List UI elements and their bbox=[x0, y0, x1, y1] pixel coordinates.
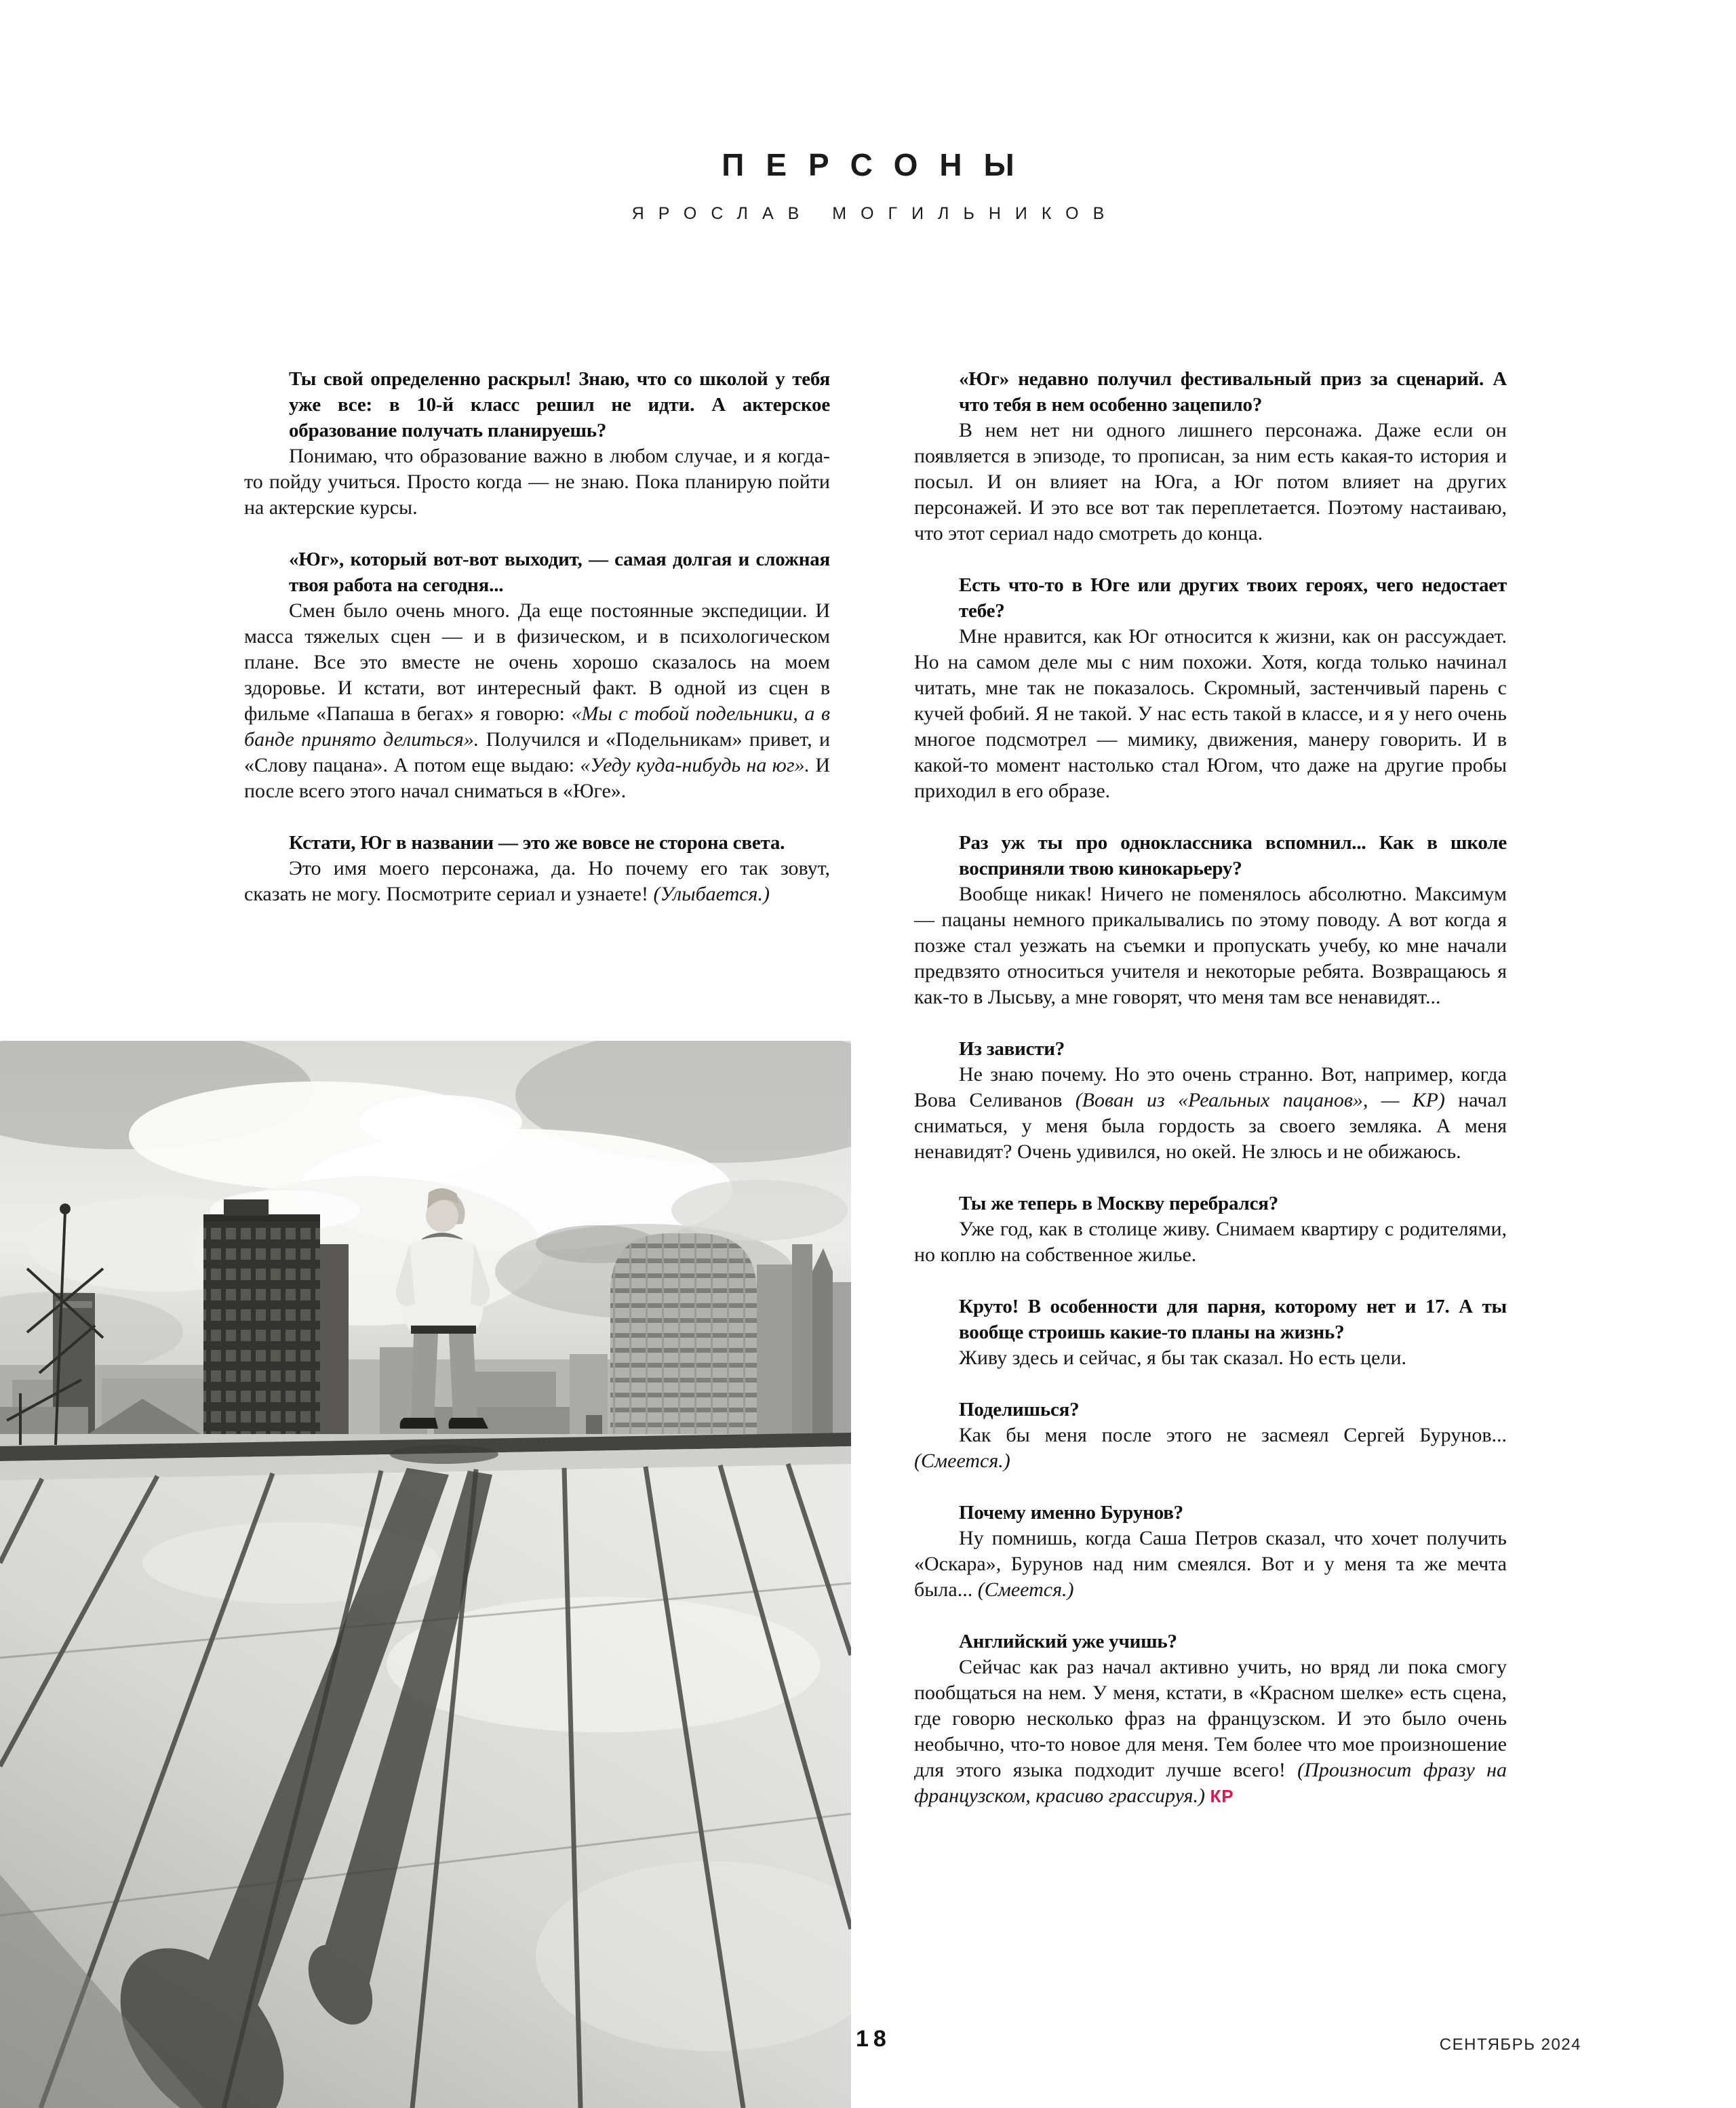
answer-paragraph bbox=[914, 418, 1507, 546]
question-text-run: Есть что-то в Юге или других твоих героях, чего недостает тебе? bbox=[959, 574, 1507, 622]
question-paragraph bbox=[914, 1629, 1507, 1654]
answer-text-run: (Вован из «Реальных пацанов», — КР) bbox=[1075, 1089, 1445, 1111]
question-paragraph bbox=[244, 830, 830, 856]
answer-text-run: Как бы меня после этого не засмеял Сергей Бурунов... bbox=[959, 1424, 1507, 1446]
question-paragraph bbox=[914, 1294, 1507, 1345]
answer-text-run: (Улыбается.) bbox=[653, 883, 770, 905]
answer-text-run: Уже год, как в столице живу. Снимаем квартиру с родителями, но коплю на собственное жилье. bbox=[914, 1218, 1507, 1266]
interview-left-column bbox=[244, 366, 830, 907]
contact-shadow bbox=[390, 1445, 498, 1464]
issue-date: СЕНТЯБРЬ 2024 bbox=[1439, 2035, 1581, 2054]
question-paragraph bbox=[244, 366, 830, 443]
question-text-run: Круто! В особенности для парня, которому нет и 17. А ты вообще строишь какие-то планы на жизнь? bbox=[959, 1296, 1507, 1343]
question-text-run: Ты свой определенно раскрыл! Знаю, что со школой у тебя уже все: в 10-й класс решил не идти. А актерское образование получать планируешь? bbox=[289, 368, 830, 441]
question-text-run: Кстати, Юг в названии — это же вовсе не сторона света. bbox=[289, 832, 785, 854]
answer-text-run: Получился и «Подельникам» привет, и «Слову пацана». А потом еще выдаю: bbox=[244, 728, 830, 776]
question-paragraph bbox=[914, 1191, 1507, 1216]
answer-text-run: «Мы с тобой подельники, а в банде принято делиться». bbox=[244, 702, 830, 751]
answer-text-run: Живу здесь и сейчас, я бы так сказал. Но есть цели. bbox=[959, 1347, 1406, 1369]
answer-paragraph bbox=[914, 1345, 1507, 1371]
question-text-run: Раз уж ты про одноклассника вспомнил... Как в школе восприняли твою кинокарьеру? bbox=[959, 832, 1507, 879]
question-text-run: Почему именно Бурунов? bbox=[959, 1502, 1183, 1524]
page-number: 18 bbox=[856, 2026, 891, 2052]
answer-text-run: Смен было очень много. Да еще постоянные экспедиции. И масса тяжелых сцен — и в физическом, и в психологическом плане. Все это вместе не очень хорошо сказалось на моем здоровье. И кстати, вот интересный факт. В одной из сцен в фильме «Папаша в бегах» я говорю: bbox=[244, 599, 830, 725]
answer-paragraph bbox=[914, 1654, 1507, 1809]
answer-text-run: Сейчас как раз начал активно учить, но вряд ли пока смогу пообщаться на нем. У меня, кстати, в «Красном шелке» есть сцена, где говорю несколько фраз на французском. И это было очень необычно, что-то новое для меня. Тем более что мое произношение для этого языка подходит лучше всего! bbox=[914, 1656, 1507, 1781]
question-text-run: Поделишься? bbox=[959, 1399, 1080, 1420]
answer-text-run: Понимаю, что образование важно в любом случае, и я когда-то пойду учиться. Просто когда — не знаю. Пока планирую пойти на актерские курсы. bbox=[244, 445, 830, 519]
answer-text-run: И после всего этого начал сниматься в «Юге». bbox=[244, 754, 830, 802]
interview-right-column bbox=[914, 366, 1507, 1809]
question-text-run: «Юг» недавно получил фестивальный приз за сценарий. А что тебя в нем особенно зацепило? bbox=[959, 368, 1507, 416]
answer-paragraph bbox=[914, 1526, 1507, 1603]
answer-text-run: В нем нет ни одного лишнего персонажа. Даже если он появляется в эпизоде, то прописан, за ним есть какая-то история и посыл. И он влияет на Юга, а Юг потом влияет на других персонажей. И это все вот так переплетается. Поэтому настаиваю, что этот сериал надо смотреть до конца. bbox=[914, 419, 1507, 544]
question-text-run: Из зависти? bbox=[959, 1038, 1065, 1060]
answer-text-run: Вообще никак! Ничего не поменялось абсолютно. Максимум — пацаны немного прикалывались по этому поводу. А вот когда я позже стал уезжать на съемки и пропускать учебу, ко мне начали предвзято относиться учителя и некоторые ребята. Возвращаюсь я как-то в Лысьву, а мне говорят, что меня там все ненавидят... bbox=[914, 883, 1507, 1008]
rooftop-photo-illustration bbox=[0, 1041, 851, 2108]
answer-paragraph bbox=[914, 1216, 1507, 1268]
answer-text-run: Ну помнишь, когда Саша Петров сказал, что хочет получить «Оскара», Бурунов над ним смеялся. Вот и у меня та же мечта была... bbox=[914, 1527, 1507, 1601]
answer-text-run: Это имя моего персонажа, да. Но почему его так зовут, сказать не могу. Посмотрите сериал и узнаете! bbox=[244, 857, 830, 905]
question-paragraph bbox=[914, 830, 1507, 881]
question-paragraph bbox=[914, 366, 1507, 418]
answer-text-run: «Уеду куда-нибудь на юг». bbox=[580, 754, 810, 776]
answer-paragraph bbox=[914, 1423, 1507, 1474]
answer-text-run: (Произносит фразу на французском, красиво грассируя.) bbox=[914, 1759, 1507, 1807]
answer-paragraph bbox=[914, 1062, 1507, 1165]
question-text-run: «Юг», который вот-вот выходит, — самая долгая и сложная твоя работа на сегодня... bbox=[289, 549, 830, 596]
answer-text-run: (Смеется.) bbox=[977, 1578, 1074, 1601]
answer-text-run: начал сниматься, у меня была гордость за своего земляка. А меня ненавидят? Очень удивился, но окей. Не злюсь и не обижаюсь. bbox=[914, 1089, 1507, 1163]
answer-paragraph bbox=[914, 624, 1507, 804]
answer-text-run: (Смеется.) bbox=[914, 1450, 1010, 1472]
question-paragraph bbox=[914, 1397, 1507, 1423]
question-paragraph bbox=[914, 1500, 1507, 1526]
question-text-run: Ты же теперь в Москву перебрался? bbox=[959, 1193, 1279, 1214]
answer-text-run: Не знаю почему. Но это очень странно. Вот, например, когда Вова Селиванов bbox=[914, 1063, 1507, 1111]
section-kicker: ПЕРСОНЫ bbox=[722, 147, 1036, 182]
answer-paragraph bbox=[244, 856, 830, 907]
answer-paragraph bbox=[244, 443, 830, 521]
question-paragraph bbox=[244, 546, 830, 598]
rooftop-photo bbox=[0, 1041, 851, 2108]
answer-text-run: КР bbox=[1210, 1786, 1234, 1806]
question-paragraph bbox=[914, 1036, 1507, 1062]
answer-paragraph bbox=[244, 598, 830, 804]
answer-paragraph bbox=[914, 881, 1507, 1010]
byline: ЯРОСЛАВ МОГИЛЬНИКОВ bbox=[631, 204, 1119, 223]
question-text-run: Английский уже учишь? bbox=[959, 1631, 1177, 1652]
answer-text-run: Мне нравится, как Юг относится к жизни, как он рассуждает. Но на самом деле мы с ним похожи. Хотя, когда только начинал читать, мне так не показалось. Скромный, застенчивый парень с кучей фобий. Я не такой. У нас есть такой в классе, и я у него очень многое подсмотрел — мимику, движения, манеру говорить. И в какой-то момент настолько стал Югом, что даже на другие пробы приходил в его образе. bbox=[914, 625, 1507, 802]
question-paragraph bbox=[914, 572, 1507, 624]
